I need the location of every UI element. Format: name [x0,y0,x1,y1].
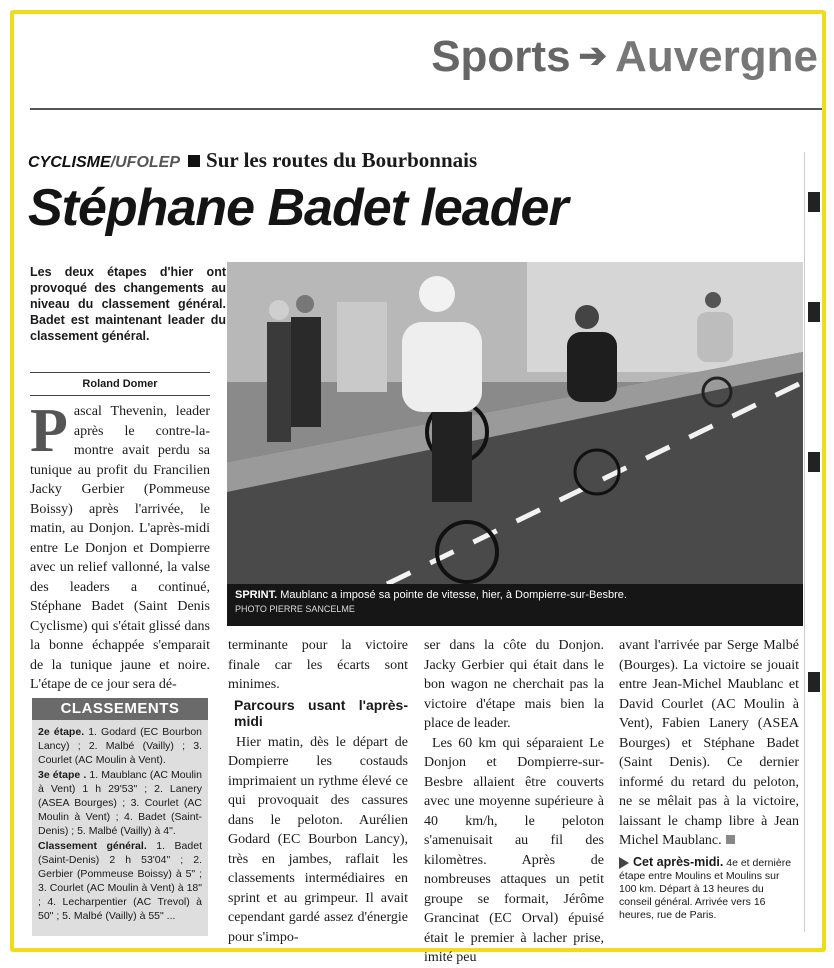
byline-rule-bottom [30,395,210,396]
drop-cap: P [30,397,68,465]
next-stage-note [619,856,799,922]
body-text-1: ascal Thevenin, leader après le contre-la-montre avait perdu sa tunique au profit du Francilien Jacky Gerbier (Pommeuse Boissy) après l'arrivée, le matin, au Donjon. L'après-midi entre Le Donjon et Dompierre avec un relief vallonné, la valse des leaders a continué, Stéphane Badet (Saint Denis Cyclisme) qui s'était glissé dans la bonne échappée s'emparait de la tunique jaune et noire. L'étape de ce jour sera dé- [30,404,210,692]
page-frame [10,10,826,965]
photo-caption [227,584,803,626]
byline: Roland Domer [82,378,158,390]
kicker-federation: /UFOLEP [110,154,181,171]
body-text-2a: terminante pour la victoire finale car les écarts sont minimes. [228,638,408,692]
arrow-right-icon: ➔ [578,37,608,75]
body-text-4: avant l'arrivée par Serge Malbé (Bourges). La victoire se jouait entre Jean-Michel Maublanc et David Courlet (AC Moulin à Vent), Fabien Lanery (ASEA Bourges) et Stéphane Badet (Saint Denis). Ce dernier informé du retard du peloton, ne se mêlait pas à la victoire, laissant le champ libre à Jean Michel Maublanc. [619,638,799,848]
cyclists-sprint-photo [227,262,803,626]
next-stage-lead: Cet après-midi. [633,855,724,869]
end-mark-icon [726,835,735,844]
caption-text: Maublanc a imposé sa pointe de vitesse, hier, à Dompierre-sur-Besbre. [280,589,627,601]
stage2-label: 2e étape. [38,726,85,738]
body-column-4 [619,636,799,851]
section-header [431,32,818,82]
body-column-1 [30,397,210,695]
section-name: Sports [431,32,571,81]
region-name: Auvergne [615,32,818,81]
general-results: 1. Badet (Saint-Denis) 2 h 53'04" ; 2. Gerbier (Pommeuse Boissy) à 5" ; 3. Courlet (AC Moulin à Vent) à 18" ; 4. Lecharpentier (AC Trevol) à 50" ; 5. Malbé (Vailly) à 55" ... [38,840,202,922]
results-title: CLASSEMENTS [32,698,208,720]
square-bullet-icon [188,155,200,167]
body-text-3b: Les 60 km qui séparaient Le Donjon et Dompierre-sur-Besbre allaient être couverts avec une moyenne supérieure à 40 km/h, le peloton s'amenuisait au fil des kilomètres. Après de nombreuses attaques un petit groupe se formait, Jérôme Grancinat (EC Orval) épuisé était le premier à lacher prise, imité peu [424,735,604,965]
body-column-2 [228,636,408,947]
article-lead: Les deux étapes d'hier ont provoqué des changements au niveau du classement général. Badet est maintenant leader du classement général. [30,265,226,343]
adjacent-article-edge [804,152,825,932]
stage3-label: 3e étape . [38,769,87,781]
results-body [32,720,208,929]
byline-rule-top [30,372,210,373]
body-text-2b: Hier matin, dès le départ de Dompierre les costauds imprimaient un rythme élevé ce qui provoquait des cassures dans le peloton. Aurélien Godard (EC Bourbon Lancy), très en jambes, raflait les classements intermédiaires en sprint et au grimpeur. Il avait cependant gardé assez d'énergie pour s'impo- [228,734,408,945]
results-box [32,698,208,936]
photo-credit: PHOTO PIERRE SANCELME [235,604,355,614]
kicker [28,148,477,173]
next-stage-text: 4e et dernière étape entre Moulins et Moulins sur 100 km. Départ à 13 heures du conseil général. Arrivée vers 16 heures, rue de Paris. [619,857,792,921]
stage3-results: 1. Maublanc (AC Moulin à Vent) 1 h 29'53" ; 2. Lanery (ASEA Bourges) ; 3. Courlet (AC Moulin à Vent) ; 4. Badet (Saint-Denis) ; 5. Malbé (Vailly) à 4". [38,769,202,837]
section-subhead: Parcours usant l'après-midi [234,696,408,729]
triangle-bullet-icon [619,857,629,869]
body-column-3 [424,636,604,968]
kicker-sport: CYCLISME [28,154,111,171]
body-text-3a: ser dans la côte du Donjon. Jacky Gerbier qui était dans le bon wagon ne cherchait pas la victoire d'étape mais bien la place de leader. [424,638,604,731]
general-label: Classement général. [38,840,147,852]
article-photo [227,262,803,626]
kicker-subtitle: Sur les routes du Bourbonnais [206,148,478,172]
header-rule [30,108,822,110]
caption-lead: SPRINT. [235,589,278,601]
stage2-results: 1. Godard (EC Bourbon Lancy) ; 2. Malbé (Vailly) ; 3. Courlet (AC Moulin à Vent). [38,726,203,766]
headline: Stéphane Badet leader [28,179,568,237]
